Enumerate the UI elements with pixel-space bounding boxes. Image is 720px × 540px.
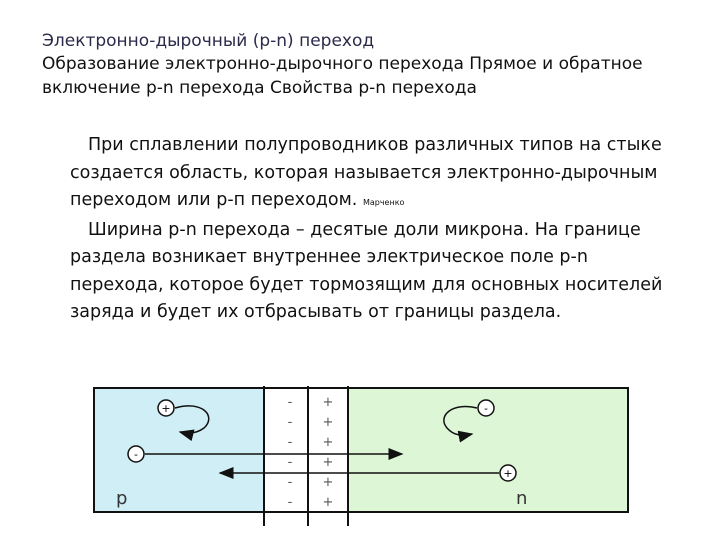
subtopics-heading: Образование электронно-дырочного перехода Прямое и обратное включение p-n перехода Свойства p-n перехода <box>42 54 643 98</box>
hole-sign: + <box>503 467 513 480</box>
positive-ion: + <box>322 495 334 510</box>
n-hole-carrier <box>500 465 516 481</box>
negative-ion: - <box>287 455 293 470</box>
paragraph-1 <box>70 132 680 217</box>
negative-ion: - <box>287 495 293 510</box>
negative-ion: - <box>287 435 293 450</box>
author-note: Марченко <box>362 198 405 207</box>
paragraph-1-text: При сплавлении полупроводников различных типов на стыке создается область, которая называется электронно-дырочным переходом или р-п переходом. <box>70 135 662 210</box>
positive-ion: + <box>322 435 334 450</box>
hole-sign: + <box>161 402 171 415</box>
topic-heading: Электронно-дырочный (p-n) переход <box>42 31 375 51</box>
paragraph-2: Ширина p-n перехода – десятые доли микрона. На границе раздела возникает внутреннее электрическое поле p-n перехода, которое будет тормозящим для основных носителей заряда и будет их отбрасывать от границы раздела. <box>70 219 663 322</box>
p-electron-carrier <box>128 446 144 462</box>
slide-title <box>42 30 702 100</box>
positive-ion: + <box>322 455 334 470</box>
p-hole-carrier <box>158 400 174 416</box>
positive-ion: + <box>322 475 334 490</box>
body-text <box>70 132 680 327</box>
n-electron-carrier <box>478 400 494 416</box>
n-region-label: n <box>516 488 528 509</box>
electron-sign: - <box>484 402 488 415</box>
negative-ion: - <box>287 475 293 490</box>
negative-ion: - <box>287 395 293 410</box>
electron-sign: - <box>134 448 138 461</box>
negative-ion: - <box>287 415 293 430</box>
positive-ion: + <box>322 415 334 430</box>
positive-ion: + <box>322 395 334 410</box>
p-region-label: p <box>116 488 128 509</box>
pn-junction-diagram <box>92 386 632 526</box>
junction-region <box>264 388 348 512</box>
